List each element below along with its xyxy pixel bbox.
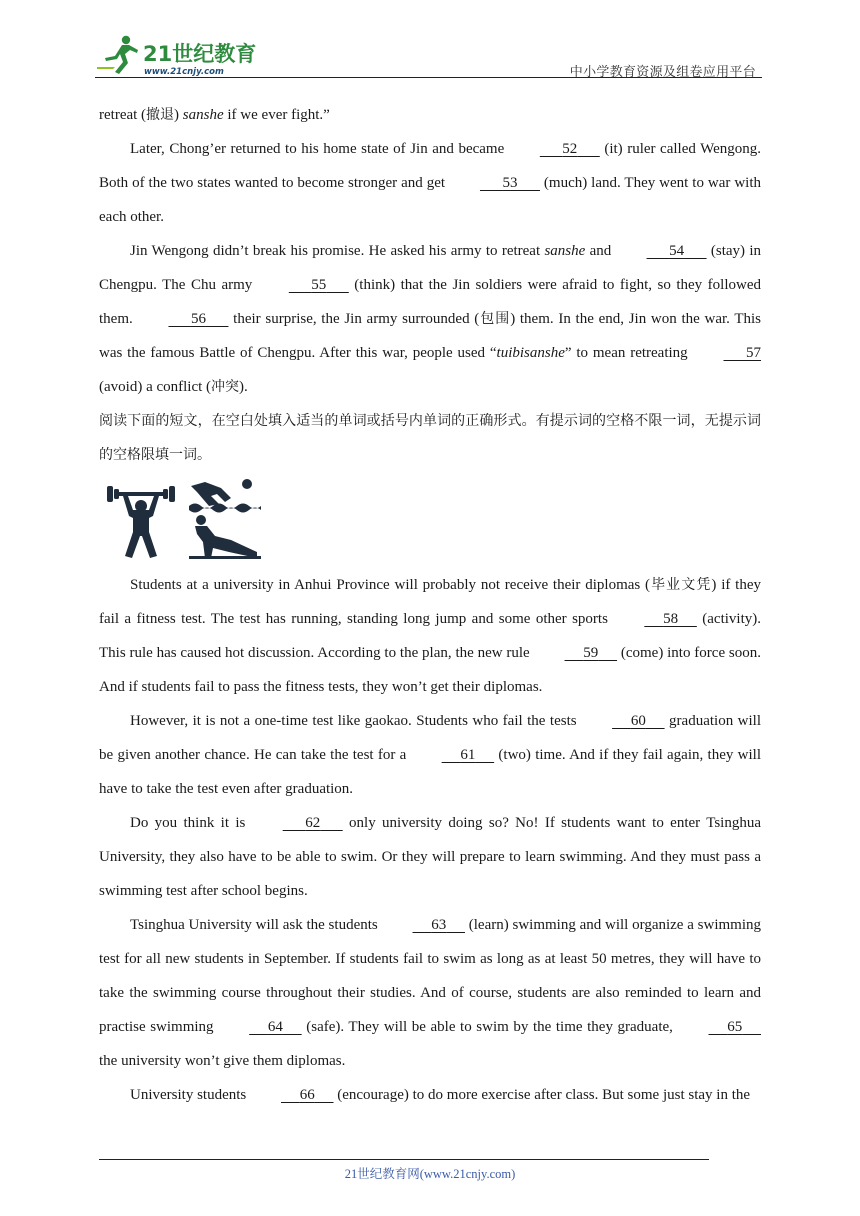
blank-64: 64: [267, 1019, 283, 1035]
blank-57: 57: [746, 345, 761, 361]
paragraph: Later, Chong’er returned to his home state of Jin and became 52 (it) ruler called Wengong. Both of the two states wanted to become stronger and get 53 (much) land. They went to war with each other.: [99, 132, 761, 234]
swimmer-pushup-icon: [185, 476, 265, 560]
header-divider: [95, 77, 762, 78]
blank-59: 59: [583, 645, 599, 661]
sports-illustration: [105, 476, 761, 566]
footer-divider: [99, 1159, 709, 1160]
exercise-instruction: 阅读下面的短文，在空白处填入适当的单词或括号内单词的正确形式。有提示词的空格不限一词，无提示词的空格限填一词。: [99, 413, 761, 463]
runner-logo-icon: [97, 36, 138, 74]
paragraph: University students 66 (encourage) to do more exercise after class. But some just stay in the: [99, 1078, 761, 1112]
blank-62: 62: [305, 815, 321, 831]
blank-56: 56: [190, 311, 206, 327]
paragraph: Do you think it is 62 only university doing so? No! If students want to enter Tsinghua University, they also have to be able to swim. Or they will prepare to learn swimming. And they must pass a swimming test after school begins.: [99, 806, 761, 908]
footer-link[interactable]: 21世纪教育网(www.21cnjy.com): [344, 1167, 516, 1181]
blank-55: 55: [311, 277, 327, 293]
paragraph: retreat (撤退) sanshe if we ever fight.”: [99, 107, 330, 123]
weightlifter-icon: [105, 476, 177, 560]
paragraph: Tsinghua University will ask the students 63 (learn) swimming and will organize a swimming test for all new students in September. If students fail to swim as long as at least 50 metres, they will have to take the swimming course throughout their studies. And of course, students are also reminded to learn and practise swimming 64 (safe). They will be able to swim by the time they graduate, 65 the university won’t give them diplomas.: [99, 908, 761, 1078]
blank-63: 63: [431, 917, 447, 933]
blank-54: 54: [669, 243, 685, 259]
blank-61: 61: [460, 747, 476, 763]
header-platform-text: 中小学教育资源及组卷应用平台: [569, 65, 756, 80]
logo-sub-text: www.21cnjy.com: [144, 67, 224, 77]
document-body: [99, 98, 761, 1112]
page-header: [95, 34, 762, 78]
blank-53: 53: [502, 175, 518, 191]
blank-58: 58: [663, 611, 679, 627]
blank-66: 66: [299, 1087, 315, 1103]
logo-21cnjy: [95, 34, 265, 78]
blank-65: 65: [727, 1019, 743, 1035]
blank-52: 52: [562, 141, 578, 157]
paragraph: However, it is not a one-time test like gaokao. Students who fail the tests 60 graduation will be given another chance. He can take the test for a 61 (two) time. And if they fail again, they will have to take the test even after graduation.: [99, 704, 761, 806]
logo-main-text: 21世纪教育: [143, 42, 257, 66]
paragraph: Students at a university in Anhui Province will probably not receive their diplomas (毕业文凭) if they fail a fitness test. The test has running, standing long jump and some other sports 58 (activity). This rule has caused hot discussion. According to the plan, the new rule 59 (come) into force soon. And if students fail to pass the fitness tests, they won’t get their diplomas.: [99, 577, 762, 695]
blank-60: 60: [630, 713, 646, 729]
paragraph: Jin Wengong didn’t break his promise. He asked his army to retreat sanshe and 54 (stay) in Chengpu. The Chu army 55 (think) that the Jin soldiers were afraid to fight, so they followed them. 56 their surprise, the Jin army surrounded (包围) them. In the end, Jin won the war. This was the famous Battle of Chengpu. After this war, people used “tuibisanshe” to mean retreating 57 (avoid) a conflict (冲突).: [99, 234, 761, 404]
